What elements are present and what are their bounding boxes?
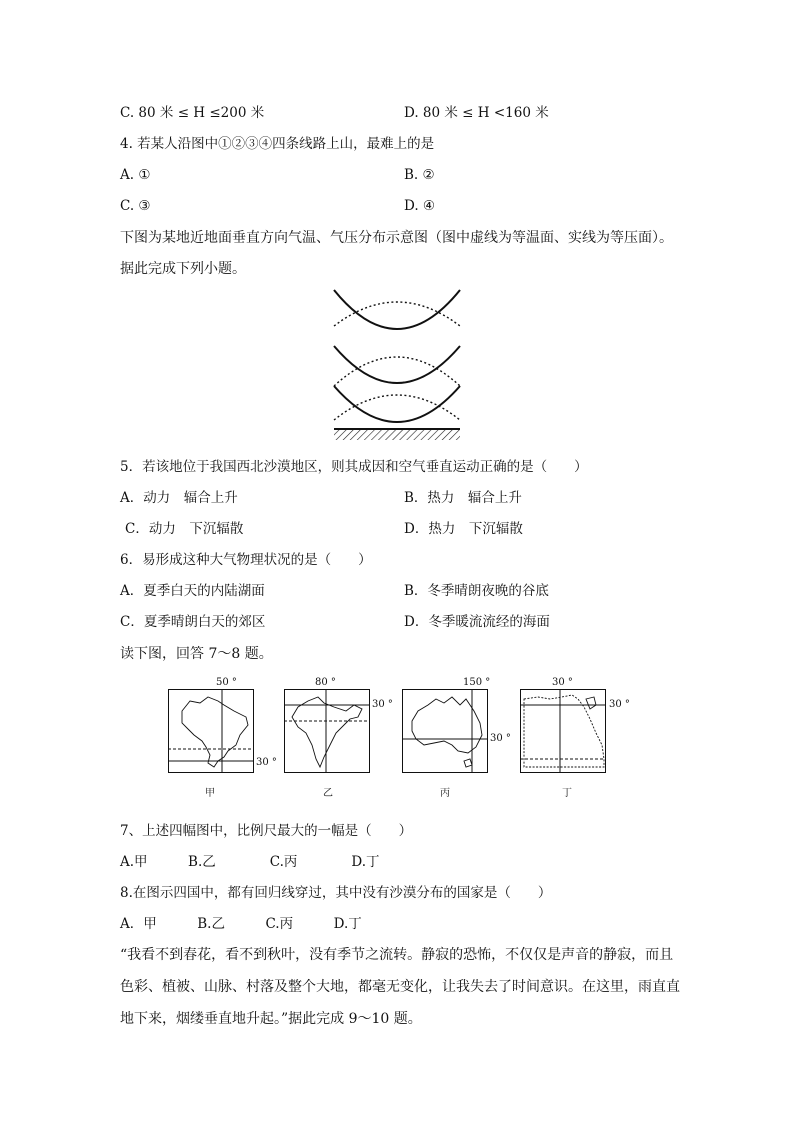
egypt-outline [524,695,604,767]
map-yi-india [284,689,370,773]
intro-7-8: 读下图，回答 7～8 题。 [120,646,273,662]
map-ding-name: 丁 [562,788,572,799]
isobar-curve-1 [334,290,460,329]
q8-stem: 8.在图示四国中，都有回归线穿过，其中没有沙漠分布的国家是（ ） [120,885,552,901]
q6-option-b: B．冬季晴朗夜晚的谷底 [404,583,549,599]
sinai-outline [586,697,596,709]
isobar-curve-2 [334,346,460,383]
isotherm-curve-1 [334,302,460,326]
map-jia-name: 甲 [205,788,215,799]
map-ding-egypt [520,689,606,773]
q4-option-d: D. ④ [404,198,436,214]
map-yi-lon-label: 80 ° [315,677,336,688]
q7-options: A.甲 B.乙 C.丙 D.丁 [120,854,380,870]
q5-option-b: B．热力 辐合上升 [404,490,522,506]
intro-5-6-line1: 下图为某地近地面垂直方向气温、气压分布示意图（图中虚线为等温面、实线为等压面）。 [120,230,673,246]
map-bing-lat-label: 30 ° [490,733,511,744]
q4-option-c: C. ③ [120,198,151,214]
map-jia-lon-label: 50 ° [216,677,237,688]
brazil-outline [182,697,248,767]
isotherm-curve-3 [334,395,460,420]
q5-option-d: D．热力 下沉辐散 [404,521,523,537]
isotherm-curve-2 [334,357,460,386]
q5-option-c: C．动力 下沉辐散 [125,521,244,537]
india-outline [292,697,362,767]
map-bing-lon-label: 150 ° [463,677,491,688]
passage-9-10-line2: 色彩、植被、山脉、村落及整个大地，都毫无变化，让我失去了时间意识。在这里，雨直直 [120,979,680,995]
q5-option-a: A．动力 辐合上升 [120,490,238,506]
q3-option-c: C. 80 米 ≤ H ≤200 米 [120,105,265,121]
intro-5-6-line2: 据此完成下列小题。 [120,261,246,277]
map-jia-brazil [168,689,254,773]
q7-stem: 7、上述四幅图中，比例尺最大的一幅是（ ） [120,823,413,839]
q4-option-b: B. ② [404,167,435,183]
map-bing-name: 丙 [440,788,450,799]
tasmania-outline [464,759,472,767]
ground-hatch [334,430,460,440]
q4-option-a: A. ① [120,167,151,183]
q6-option-d: D．冬季暖流流经的海面 [404,614,550,630]
map-jia-lat-label: 30 ° [256,757,277,768]
map-bing-australia [402,689,488,773]
q5-stem: 5．若该地位于我国西北沙漠地区，则其成因和空气垂直运动正确的是（ ） [120,459,588,475]
map-yi-lat-label: 30 ° [372,699,393,710]
q6-stem: 6．易形成这种大气物理状况的是（ ） [120,552,372,568]
isobar-isotherm-diagram [332,288,462,448]
q4-stem: 4. 若某人沿图中①②③④四条线路上山，最难上的是 [120,136,435,152]
passage-9-10-line3: 地下来，烟缕垂直地升起。”据此完成 9～10 题。 [120,1011,422,1027]
isobar-curve-3 [334,386,460,422]
q6-option-a: A．夏季白天的内陆湖面 [120,583,265,599]
map-ding-lat-label: 30 ° [609,699,630,710]
map-yi-name: 乙 [323,788,333,799]
map-ding-lon-label: 30 ° [552,677,573,688]
q3-option-d: D. 80 米 ≤ H <160 米 [404,105,549,121]
passage-9-10-line1: “我看不到春花，看不到秋叶，没有季节之流转。静寂的恐怖，不仅仅是声音的静寂，而且 [120,947,674,963]
q6-option-c: C．夏季晴朗白天的郊区 [120,614,266,630]
q8-options: A．甲 B.乙 C.丙 D.丁 [120,916,362,932]
